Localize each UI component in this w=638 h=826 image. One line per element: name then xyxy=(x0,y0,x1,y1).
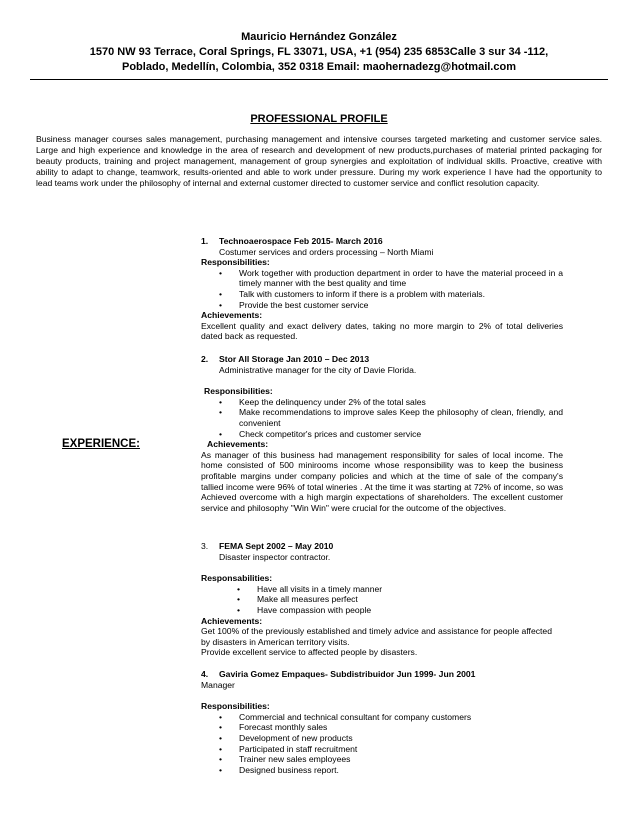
list-item xyxy=(201,268,563,289)
job-subtitle: Disaster inspector contractor. xyxy=(219,551,331,562)
responsibilities-list xyxy=(201,397,563,439)
bullet-icon: • xyxy=(219,711,223,722)
job-title-text: Gaviria Gomez Empaques- Subdistribuidor Jun 1999- Jun 2001 xyxy=(219,669,476,679)
list-item xyxy=(201,289,563,300)
achievements-text: Excellent quality and exact delivery dates, taking no more margin to 2% of total deliveries dated back as requested. xyxy=(201,320,563,342)
list-item xyxy=(201,744,563,755)
list-item xyxy=(201,594,563,605)
bullet-icon: • xyxy=(237,604,241,615)
profile-paragraph: Business manager courses sales management, purchasing management and intensive courses targeted marketing and customer service sales. Large and high experience and knowledge in the area of research and development of new products,purchases of material printed packaging for beauty products, training and project management, management of group synergies and exploitation of individual skills. Proactive, creative with ability to adapt to change, teamwork, results-oriented and able to work under pressure. During my work experience I have had the opportunity to lead teams work under the philosophy of internal and external customer directed to customer service and conflict resolution capacity. xyxy=(36,134,602,189)
list-item-text: Keep the delinquency under 2% of the total sales xyxy=(239,396,426,407)
achievements-text-2: Provide excellent service to affected people by disasters. xyxy=(201,647,418,658)
bullet-icon: • xyxy=(219,764,223,775)
list-item xyxy=(201,722,563,733)
achievements-label: Achievements: xyxy=(207,439,269,450)
bullet-icon: • xyxy=(237,583,241,594)
bullet-icon: • xyxy=(219,754,223,765)
bullet-icon: • xyxy=(219,722,223,733)
job-title-text: Technoaerospace Feb 2015- March 2016 xyxy=(219,236,383,246)
list-item-text: Participated in staff recruitment xyxy=(239,743,358,754)
achievements-text: As manager of this business had management responsibility for sales of local income. The home consisted of 500 minirooms income whose responsibility was to keep the business profitable margins under company policies and which at the time of sale of the company's tallied income were 96% of total wineries . At the time it was starting at 72% of income, so was Achieved overcome with a high margin expectations of shareholders. The excellent customer service and philosophy "Win Win" were crucial for the outcome of the objectives. xyxy=(201,449,563,513)
bullet-icon: • xyxy=(219,407,223,418)
list-item-text: Provide the best customer service xyxy=(239,299,369,310)
achievements-text: Get 100% of the previously established and timely advice and assistance for people affected by disasters in American territory visits. xyxy=(201,626,552,647)
job-title xyxy=(201,354,563,365)
list-item xyxy=(201,397,563,408)
responsibilities-list xyxy=(201,712,563,776)
list-item xyxy=(201,605,563,616)
bullet-icon: • xyxy=(219,732,223,743)
list-item xyxy=(201,584,563,595)
list-item xyxy=(201,429,563,440)
bullet-icon: • xyxy=(219,299,223,310)
job-entry-1 xyxy=(201,236,563,342)
list-item xyxy=(201,733,563,744)
bullet-icon: • xyxy=(237,594,241,605)
bullet-icon: • xyxy=(219,743,223,754)
candidate-name: Mauricio Hernández González xyxy=(241,31,397,43)
responsibilities-list xyxy=(201,584,563,616)
job-number: 1. xyxy=(201,236,209,246)
list-item xyxy=(201,300,563,311)
list-item-text: Work together with production department in order to have the material proceed in a timely manner with the best quality and time xyxy=(239,267,563,289)
list-item-text: Trainer new sales employees xyxy=(239,754,351,765)
list-item-text: Make recommendations to improve sales Keep the philosophy of clean, friendly, and convenient xyxy=(239,407,563,428)
list-item-text: Make all measures perfect xyxy=(257,594,358,605)
contact-header xyxy=(20,30,618,75)
job-subtitle: Manager xyxy=(201,679,235,690)
job-entry-4 xyxy=(201,669,563,775)
job-subtitle: Administrative manager for the city of Davie Florida. xyxy=(219,364,417,375)
achievements-label: Achievements: xyxy=(201,310,263,321)
experience-heading: EXPERIENCE: xyxy=(62,438,140,450)
list-item-text: Development of new products xyxy=(239,732,353,743)
address-line-1: 1570 NW 93 Terrace, Coral Springs, FL 33071, USA, +1 (954) 235 6853Calle 3 sur 34 -112, xyxy=(89,46,549,58)
responsibilities-label: Responsabilities: xyxy=(201,573,273,584)
job-title xyxy=(201,541,563,552)
responsibilities-label: Responsibilities: xyxy=(201,257,270,268)
address-line-2: Poblado, Medellín, Colombia, 352 0318 Email: maohernadezg@hotmail.com xyxy=(122,61,516,73)
achievements-label: Achievements: xyxy=(201,615,263,626)
job-title xyxy=(201,236,563,247)
list-item-text: Talk with customers to inform if there is a problem with materials. xyxy=(239,288,485,299)
bullet-icon: • xyxy=(219,428,223,439)
job-number: 2. xyxy=(201,354,209,364)
job-entry-3 xyxy=(201,541,563,658)
list-item-text: Have all visits in a timely manner xyxy=(257,583,383,594)
job-title-text: Stor All Storage Jan 2010 – Dec 2013 xyxy=(219,354,370,364)
list-item-text: Check competitor's prices and customer service xyxy=(239,428,422,439)
header-divider xyxy=(30,79,608,80)
list-item-text: Designed business report. xyxy=(239,764,339,775)
bullet-icon: • xyxy=(219,267,223,278)
responsibilities-label: Responsibilities: xyxy=(201,701,270,712)
list-item xyxy=(201,765,563,776)
list-item xyxy=(201,712,563,723)
job-subtitle: Costumer services and orders processing – North Miami xyxy=(219,246,434,257)
responsibilities-list xyxy=(201,268,563,310)
list-item-text: Commercial and technical consultant for company customers xyxy=(239,711,472,722)
list-item-text: Forecast monthly sales xyxy=(239,722,328,733)
job-entry-2 xyxy=(201,354,563,513)
list-item-text: Have compassion with people xyxy=(257,604,372,615)
job-title-text: FEMA Sept 2002 – May 2010 xyxy=(219,541,334,551)
job-number: 3. xyxy=(201,541,209,551)
list-item xyxy=(201,407,563,428)
bullet-icon: • xyxy=(219,288,223,299)
job-number: 4. xyxy=(201,669,209,679)
bullet-icon: • xyxy=(219,396,223,407)
responsibilities-label: Responsibilities: xyxy=(204,386,273,397)
job-title xyxy=(201,669,563,680)
list-item xyxy=(201,754,563,765)
profile-heading: PROFESSIONAL PROFILE xyxy=(250,113,388,125)
